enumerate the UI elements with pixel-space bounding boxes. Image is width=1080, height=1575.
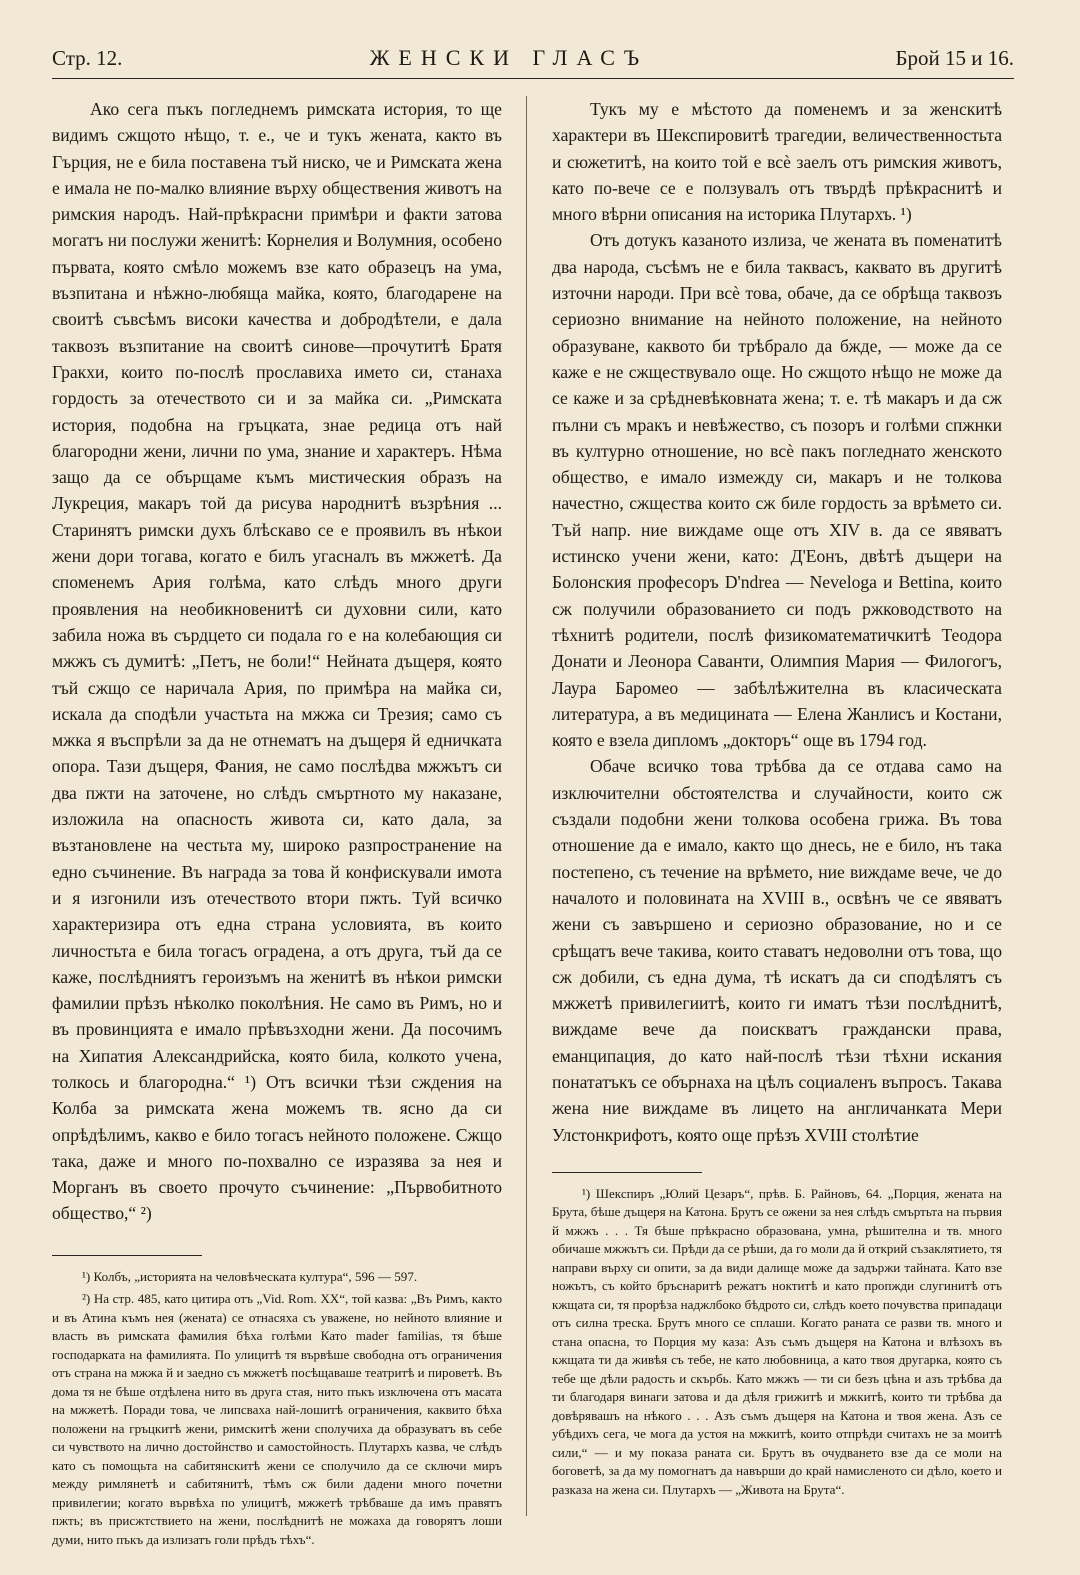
- left-column: [52, 96, 502, 1553]
- left-paragraph: Ако сега пъкъ погледнемъ римската история, то ще видимъ сжщото нѣщо, т. е., че и тукъ жената, както въ Гърция, не е била поставена тъй ниско, че и Римската жена е имала не по-малко влияние върху обществения животъ на римския народъ. Най-прѣкрасни примѣри и факти затова могатъ ни послужи женитѣ: Корнелия и Волумния, особено първата, която смѣло можемъ взе като образецъ на ума, възпитана и нѣжно-любяща майка, която, благодарене на своитѣ съвсѣмъ високи качества и добродѣтели, е дала таквозъ възпитание на своитѣ синове—прочутитѣ Братя Гракхи, които по-послѣ прославиха името си, станаха гордость за отечеството си и за майка си. „Римската история, подобна на гръцката, знае редица отъ най благородни жени, лични по ума, знание и характеръ. Нѣма защо да се обърщаме къмъ мистическия образъ на Лукреция, макаръ той да рисува народнитѣ възрѣния ... Старинятъ римски духъ блѣскаво се е проявилъ въ нѣкои жени дори тогава, когато е билъ угасналъ въ мжжетѣ. Да споменемъ Ария голѣма, като слѣдъ много други проявления на необикновенитѣ си духовни сили, като забила ножа въ сърдцето си подала го е на колебающия си мжжъ съ думитѣ: „Петъ, не боли!“ Нейната дъщеря, която тъй сжщо се наричала Ария, по примѣра на майка си, искала да сподѣли участьта на мжжа си Трезия; само съ мжка я въспрѣли за да не отнематъ на дъщеря й едничката опора. Тази дъщеря, Фания, не само послѣдва мжжътъ си два пжти на заточене, но слѣдъ смъртното му наказане, изложила на опасность живота си, като дала, за възтановлене на честьта му, широко разпространение на едно съчинение. Въ награда за това й конфискували имота и я изгонили изъ отечеството втори пжть. Туй всичко характеризира отъ една страна условията, въ които личностьта е била тогасъ оградена, а отъ друга, тъй да се каже, послѣдниятъ героизъмъ на женитѣ въ нѣкои римски фамилии прѣзъ нѣколко поколѣния. Не само въ Римъ, но и въ провинцията е имало прѣвъзходни жени. Да посочимъ на Хипатия Александрийска, която била, колкото учена, толкось и благородна.“ ¹) Отъ всички тѣзи сждения на Колба за римската жена можемъ тв. ясно да си опрѣдѣлимъ, какво е било тогасъ нейното положене. Сжщо така, даже и много по-похвално се изразява за нея и Морганъ въ своето прочуто съчинение: „Първобитното общество,“ ²): [52, 99, 502, 1224]
- right-paragraph-2: Отъ дотукъ казаното излиза, че жената въ поменатитѣ два народа, съсѣмъ не е била таквасъ, каквато въ другитѣ източни народи. При всѐ това, обаче, да се обрѣща таквозъ сериозно внимание на нейното положение, на нейното образуване, каквото би трѣбрало да бжде, — може да се каже е не сжществувало още. Но сжщото нѣщо не може да се каже и за срѣдневѣковната жена; т. е. тѣ макаръ и да сж пълни съ мракъ и невѣжество, съ позоръ и голѣми спжнки въ културно отношение, но всѐ пакъ погледнато женското общество, е имало измежду си, макаръ и не толкова начестно, сжщества които сж биле гордость за врѣмето си. Тъй напр. ние виждаме още отъ XIV в. да се явяватъ истинско учени жени, като: Д'Еонъ, двѣтѣ дъщери на Болонския професоръ D'ndrea — Neveloga и Bettina, които сж получили образованието си подъ ржководството на тѣхнитѣ родители, послѣ физикоматематичкитѣ Теодора Донати и Леонора Саванти, Олимпия Мария — Филогогъ, Лаура Баромео — забѣлѣжителна въ класическата литература, а въ медицината — Елена Жанлисъ и Костани, която е взела дипломъ „докторъ“ още въ 1794 год.: [552, 230, 1002, 751]
- footnote-divider: [52, 1255, 202, 1256]
- right-footnote-1: ¹) Шекспиръ „Юлий Цезаръ“, прѣв. Б. Райновъ, 64. „Порция, жената на Брута, бѣше дъщеря на Катона. Брутъ се ожени за нея слѣдъ смъртьта на първия й мжжъ . . . Тя бѣше прѣкрасно образована, умна, рѣшителна и тв. много обичаше мжжътъ си. Прѣди да се рѣши, да го моли да й открий съзаклятието, тя направи върху си опити, за да види далище може да задържи тайната. Като взе ножътъ, съ който бръснаритѣ режатъ ноктитѣ и като пропжди слугинитѣ отъ кжщата си, тя прорѣза наджлбоко бѣдрото си, слѣдъ което почувства припадаци отъ силна треска. Брутъ много се сплаши. Когато раната се разви тв. много и стана опасна, то Порция му каза: Азъ съмъ дъщеря на Катона и влѣзохъ въ кжщата ти да живѣя съ тебе, не като любовница, а като твоя другарка, която съ тебе ще дѣли радость и скърбь. Като мжжъ — ти си безъ цѣна и азъ трѣбва да ти благодаря винаги затова и да дѣля грижитѣ и мжкитѣ, които ти трѣбва да довѣрявашъ на нѣкого . . . Азъ съмъ дъщеря на Катона и твоя жена. Азъ се убѣдихъ сега, че мога да устоя на мжкитѣ, които отпрѣди считахъ не за моитѣ сили,“ — и му показа раната си. Брутъ въ очудването взе да се моли на боговетѣ, за да му помогнатъ да навърши до край намисленото си дѣло, което и разказа на жена си. Плутархъ — „Живота на Брута“.: [552, 1185, 1002, 1497]
- column-divider: [526, 96, 527, 1516]
- page-number: Стр. 12.: [52, 45, 123, 70]
- footnote-divider: [552, 1172, 702, 1173]
- issue-number: Брой 15 и 16.: [895, 45, 1014, 70]
- page-header: [52, 40, 1014, 76]
- right-paragraph-1: Тукъ му е мѣстото да поменемъ и за женскитѣ характери въ Шекспировитѣ трагедии, величественностьта и сюжетитѣ, на които той е всѐ заелъ отъ римския животъ, като по-вече се е ползувалъ отъ твърдѣ прѣкраснитѣ и много вѣрни описания на историка Плутархъ. ¹): [552, 99, 1002, 225]
- left-footnote-1: ¹) Колбъ, „историята на человѣческата култура“, 596 — 597.: [82, 1268, 418, 1284]
- journal-title: ЖЕНСКИ ГЛАСЪ: [369, 45, 649, 70]
- right-column: [552, 96, 1002, 1503]
- left-footnote-2: ²) На стр. 485, като цитира отъ „Vid. Rom. XX“, той казва: „Въ Римъ, както и въ Атина къмъ нея (жената) се отнасяха съ уважене, но нейното влияние и власть въ римската фамилия бѣха голѣми Като mader familias, тя бѣше господарката на фамилията. По улицитѣ тя вървѣше свободна отъ ограничения отъ страна на мжжа й и заедно съ мжжетѣ посѣщаваше театритѣ и пироветѣ. Въ дома тя не бѣше отдѣлена нито въ друга стая, нито пъкъ изключена отъ масата на мжжетѣ. Поради това, че липсваха най-лошитѣ ограничения, каквито бѣха положени на гръцкитѣ жени, римскитѣ жени сполучиха да образуватъ въ себе си чувството на лично достойнство и самостойность. Плутархъ казва, че слѣдъ като съ помощьта на сабитянскитѣ жени се сполучило да се сключи миръ между римлянетѣ и сабитянитѣ, тѣмъ сж били дадени много почетни привилегии; когато вървѣха по улицитѣ, мжжетѣ трѣбваше да имъ правятъ пжть; въ присжтствието на жени, послѣднитѣ не можаха да говорятъ лоши думи, нито пъкъ да излизатъ голи прѣдъ тѣхъ“.: [52, 1291, 502, 1547]
- right-paragraph-3: Обаче всичко това трѣбва да се отдава само на изключителни обстоятелства и случайности, които сж създали подобни жени толкова особена грижа. Въ това отношение да е имало, както що днесь, не е било, нъ така постепено, съ течение на врѣмето, ние виждаме вече, че до началото и половината на XVIII в., освѣнъ че се явяватъ жени съ завършено и сериозно образование, но и се срѣщатъ вече такива, които ставатъ недоволни отъ това, що сж добили, съ една дума, тѣ искатъ да си сподѣлятъ съ мжжетѣ привилегиитѣ, които ги иматъ тѣзи послѣднитѣ, виждаме вече да поискватъ граждански права, еманципация, до като най-послѣ тѣзи тѣхни искания понататъкъ се обърнаха на цѣлъ социаленъ въпросъ. Такава жена ние виждаме въ лицето на англичанката Мери Улстонкрифотъ, която още прѣзъ XVIII столѣтие: [552, 756, 1002, 1145]
- header-rule: [52, 78, 1014, 79]
